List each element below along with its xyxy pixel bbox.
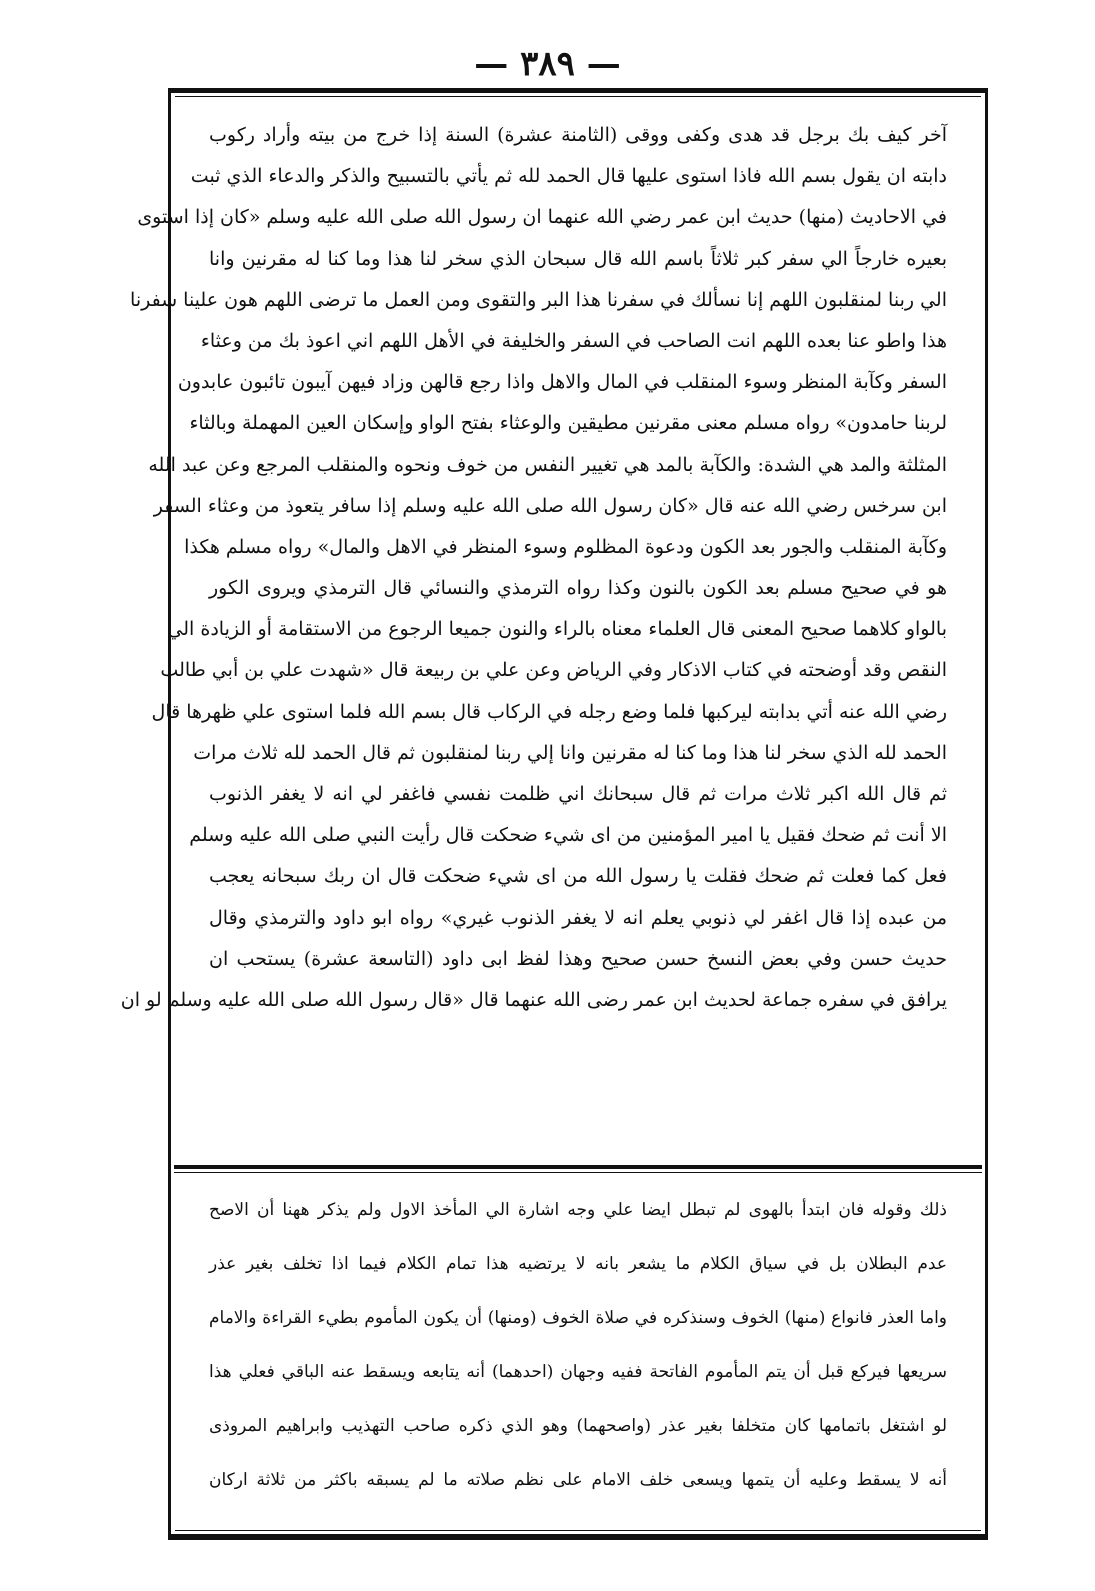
main-line: من عبده إذا قال اغفر لي ذنوبي يعلم انه لا يغفر الذنوب غيري» رواه ابو داود والترمذي وقال: [209, 906, 947, 929]
main-line: ثم قال الله اكبر ثلاث مرات ثم قال سبحانك اني ظلمت نفسي فاغفر لي انه لا يغفر الذنوب: [209, 783, 947, 805]
main-line: وكآبة المنقلب والجور بعد الكون ودعوة المظلوم وسوء المنظر في الاهل والمال» رواه مسلم هكذا: [184, 535, 947, 558]
footnote-text: [209, 1183, 947, 1513]
main-line: حديث حسن وفي بعض النسخ حسن صحيح وهذا لفظ ابى داود (التاسعة عشرة) يستحب ان: [209, 947, 947, 970]
footnote-line: ذلك وقوله فان ابتدأ بالهوى لم تبطل ايضا علي وجه اشارة الي المأخذ الاول ولم يذكر ههنا أن الاصح: [209, 1200, 947, 1220]
main-line: دابته ان يقول بسم الله فاذا استوى عليها قال الحمد لله ثم يأتي بالتسبيح والذكر والدعاء الذي ثبت: [190, 165, 947, 188]
main-line: النقص وقد أوضحته في كتاب الاذكار وفي الرياض وعن علي بن ربيعة قال «شهدت علي بن أبي طالب: [160, 659, 947, 682]
main-line: الا أنت ثم ضحك فقيل يا امير المؤمنين من اى شيء ضحكت قال رأيت النبي صلى الله عليه وسلم: [189, 824, 947, 847]
footnote-line: سريعها فيركع قبل أن يتم المأموم الفاتحة ففيه وجهان (احدهما) أنه يتابعه ويسقط عنه الباقي فعلي هذا: [209, 1362, 947, 1382]
main-line: هو في صحيح مسلم بعد الكون بالنون وكذا رواه الترمذي والنسائي قال الترمذي ويروى الكور: [209, 577, 947, 600]
main-line: في الاحاديث (منها) حديث ابن عمر رضي الله عنهما ان رسول الله صلى الله عليه وسلم «كان إذا استوى: [137, 206, 947, 229]
page-frame: [120, 88, 988, 1540]
main-text: [120, 115, 947, 1145]
footnote-line: أنه لا يسقط وعليه أن يتمها ويسعى خلف الامام على نظم صلاته ما لم يسبقه باكثر من ثلاثة اركان: [209, 1470, 947, 1490]
main-line: الي ربنا لمنقلبون اللهم إنا نسألك في سفرنا هذا البر والتقوى ومن العمل ما ترضى اللهم هون علينا سفرنا: [130, 288, 947, 311]
main-line: بالواو كلاهما صحيح المعنى قال العلماء معناه بالراء والنون جميعا الرجوع من الاستقامة أو الزيادة الي: [167, 618, 947, 641]
main-line: المثلثة والمد هي الشدة: والكآبة بالمد هي تغيير النفس من خوف ونحوه والمنقلب المرجع وعن عبد الله: [148, 453, 947, 476]
footnote-line: عدم البطلان بل في سياق الكلام ما يشعر بانه لا يرتضيه هذا تمام الكلام فيما اذا تخلف بغير عذر: [209, 1254, 947, 1274]
main-line: ابن سرخس رضي الله عنه قال «كان رسول الله صلى الله عليه وسلم إذا سافر يتعوذ من وعثاء السفر: [153, 494, 947, 517]
main-line: بعيره خارجاً الي سفر كبر ثلاثاً باسم الله قال سبحان الذي سخر لنا هذا وما كنا له مقرنين وانا: [209, 247, 947, 270]
main-line: الحمد لله الذي سخر لنا هذا وما كنا له مقرنين وانا إلي ربنا لمنقلبون ثم قال الحمد لله ثلاث مرات: [193, 741, 947, 764]
footnote-line: لو اشتغل باتمامها كان متخلفا بغير عذر (واصحهما) وهو الذي ذكره صاحب التهذيب وابراهيم المروذى: [209, 1416, 948, 1436]
main-line: لربنا حامدون» رواه مسلم معنى مقرنين مطيقين والوعثاء بفتح الواو وإسكان العين المهملة وبالثاء: [189, 412, 947, 435]
main-line: السفر وكآبة المنظر وسوء المنقلب في المال والاهل واذا رجع قالهن وزاد فيهن آيبون تائبون عابدون: [177, 371, 947, 394]
main-line: هذا واطو عنا بعده اللهم انت الصاحب في السفر والخليفة في الأهل اللهم اني اعوذ بك من وعثاء: [200, 329, 947, 352]
main-line: فعل كما فعلت ثم ضحك فقلت يا رسول الله من اى شيء ضحكت قال ان ربك سبحانه يعجب: [209, 865, 947, 888]
footnote-line: واما العذر فانواع (منها) الخوف وسنذكره في صلاة الخوف (ومنها) أن يكون المأموم بطيء القراءة والامام: [209, 1308, 947, 1328]
footnote-separator: [174, 1165, 982, 1169]
page-number: — ٣٨٩ —: [474, 44, 621, 84]
main-line: يرافق في سفره جماعة لحديث ابن عمر رضى الله عنهما قال «قال رسول الله صلى الله عليه وسلم لو ان: [120, 988, 947, 1011]
main-line: آخر كيف بك برجل قد هدى وكفى ووقى (الثامنة عشرة) السنة إذا خرج من بيته وأراد ركوب: [209, 124, 947, 146]
main-line: رضي الله عنه أتي بدابته ليركبها فلما وضع رجله في الركاب قال بسم الله فلما استوى علي ظهرها قال: [151, 700, 947, 723]
